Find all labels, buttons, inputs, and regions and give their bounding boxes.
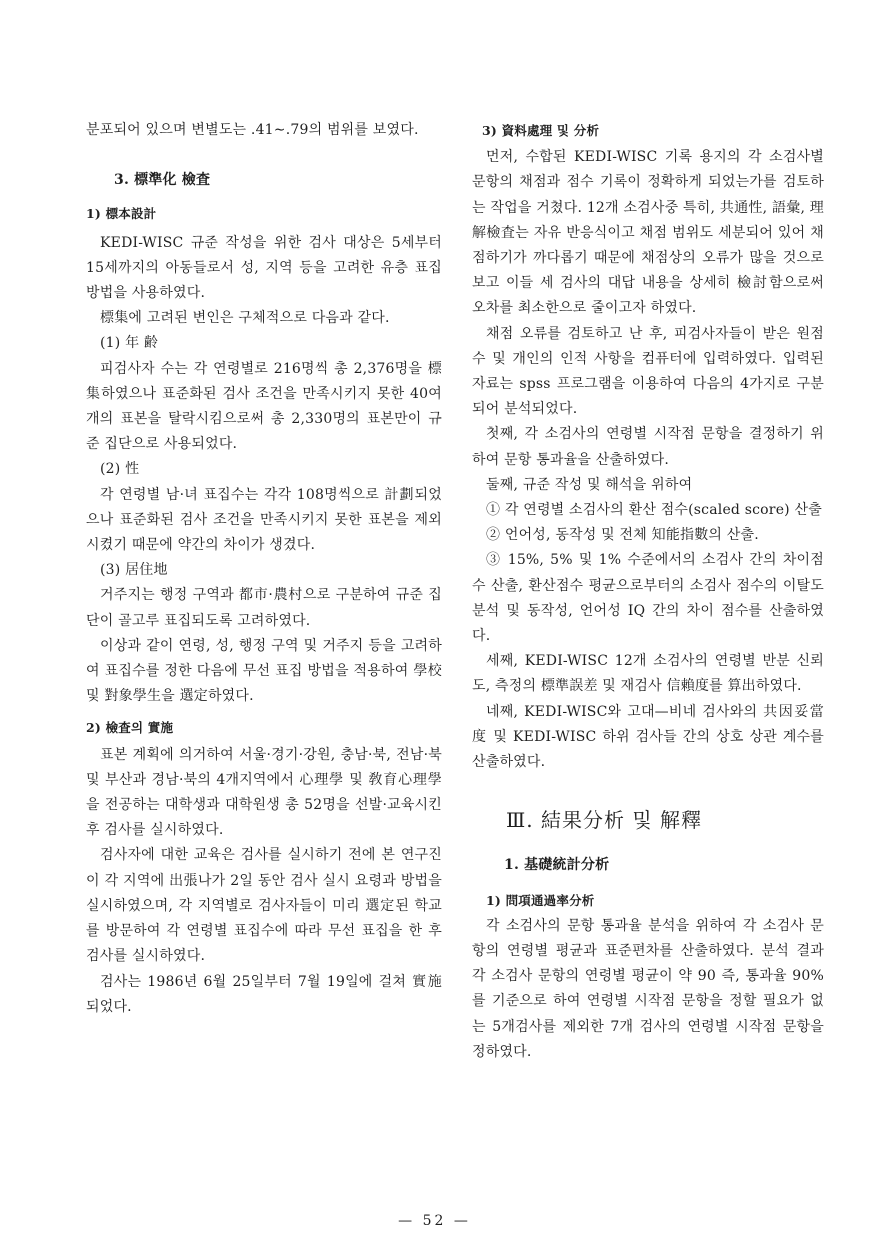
list-item-heading: (3) 居住地: [100, 562, 168, 579]
page-number: — 52 —: [398, 1213, 471, 1229]
list-item-heading: (2) 性: [100, 461, 140, 478]
paragraph: 검사는 1986년 6월 25일부터 7월 19일에 걸쳐 實施되었다.: [86, 973, 442, 1015]
right-column: [472, 118, 824, 1065]
paragraph: 각 연령별 남·녀 표집수는 각각 108명씩으로 計劃되었으나 표준화된 검사 조건을 만족시키지 못한 표본을 제외시켰기 때문에 약간의 차이가 생겼다.: [86, 486, 442, 554]
paragraph: 거주지는 행정 구역과 都市·農村으로 구분하여 규준 집단이 골고루 표집되도록 고려하였다.: [86, 587, 442, 629]
section-heading: 1. 基礎統計分析: [504, 857, 610, 874]
paragraph: 標集에 고려된 변인은 구체적으로 다음과 같다.: [100, 310, 390, 327]
paragraph: 채점 오류를 검토하고 난 후, 피검사자들이 받은 원점수 및 개인의 인적 사항을 컴퓨터에 입력하였다. 입력된 자료는 spss 프로그램을 이용하여 다음의 4가지로 구분되어 분석되었다.: [472, 325, 824, 418]
paragraph: 분포되어 있으며 변별도는 .41∼.79의 범위를 보였다.: [86, 122, 419, 138]
paragraph: 세째, KEDI-WISC 12개 소검사의 연령별 반분 신뢰도, 측정의 標準誤差 및 재검사 信賴度를 算出하였다.: [472, 653, 824, 695]
list-item: ③ 15%, 5% 및 1% 수준에서의 소검사 간의 차이점수 산출, 환산점수 평균으로부터의 소검사 점수의 이탈도 분석 및 동작성, 언어성 IQ 간의 차이 점수를 산출하였다.: [472, 552, 824, 645]
paragraph: 각 소검사의 문항 통과율 분석을 위하여 각 소검사 문항의 연령별 평균과 표준편차를 산출하였다. 분석 결과 각 소검사 문항의 연령별 평균이 약 90 즉, 통과율 90%를 기준으로 하여 연령별 시작점 문항을 정할 필요가 없는 5개검사를 제외한 7개 검사의 연령별 시작점 문항을 정하였다.: [472, 917, 824, 1060]
paragraph: 네째, KEDI-WISC와 고대—비네 검사와의 共因妥當度 및 KEDI-WISC 하위 검사들 간의 상호 상관 계수를 산출하였다.: [472, 703, 824, 771]
subsection-heading: 3) 資料處理 및 分析: [482, 123, 600, 138]
paragraph: 첫째, 각 소검사의 연령별 시작점 문항을 결정하기 위하여 문항 통과율을 산출하였다.: [472, 426, 824, 468]
paragraph: 표본 계획에 의거하여 서울·경기·강원, 충남·북, 전남·북 및 부산과 경남·북의 4개지역에서 心理學 및 敎育心理學을 전공하는 대학생과 대학원생 총 52명을 선발·교육시킨 후 검사를 실시하였다.: [86, 746, 442, 839]
subsection-heading: 1) 問項通過率分析: [486, 893, 595, 909]
subsection-heading: 2) 檢査의 實施: [86, 720, 174, 736]
paragraph: 검사자에 대한 교육은 검사를 실시하기 전에 본 연구진이 각 지역에 出張나가 2일 동안 검사 실시 요령과 방법을 실시하였으며, 각 지역별로 검사자들이 미리 選定된 학교를 방문하여 각 연령별 표집수에 따라 무선 표집을 한 후 검사를 실시하였다.: [86, 847, 442, 965]
paragraph: 둘째, 규준 작성 및 해석을 위하여: [486, 476, 693, 493]
list-item-heading: (1) 年 齢: [100, 335, 159, 352]
paragraph: 이상과 같이 연령, 성, 행정 구역 및 거주지 등을 고려하여 표집수를 정한 다음에 무선 표집 방법을 적용하여 學校 및 對象學生을 選定하였다.: [86, 637, 442, 705]
list-item: ② 언어성, 동작성 및 전체 知能指數의 산출.: [486, 527, 759, 544]
chapter-heading: Ⅲ. 結果分析 및 解釋: [506, 808, 703, 833]
subsection-heading: 1) 標本設計: [86, 206, 157, 222]
paragraph: 피검사자 수는 각 연령별로 216명씩 총 2,376명을 標集하였으나 표준화된 검사 조건을 만족시키지 못한 40여 개의 표본을 탈락시킴으로써 총 2,330명의 표본만이 규준 집단으로 사용되었다.: [86, 360, 442, 453]
left-column: [86, 118, 442, 1020]
section-heading: 3. 標準化 檢査: [114, 172, 211, 189]
paragraph: KEDI-WISC 규준 작성을 위한 검사 대상은 5세부터 15세까지의 아동들로서 성, 지역 등을 고려한 유층 표집 방법을 사용하였다.: [86, 234, 442, 302]
list-item: ① 각 연령별 소검사의 환산 점수(scaled score) 산출: [486, 502, 822, 519]
paragraph: 먼저, 수합된 KEDI-WISC 기록 용지의 각 소검사별 문항의 채점과 점수 기록이 정확하게 되었는가를 검토하는 작업을 거쳤다. 12개 소검사중 특히, 共通性, 語彙, 理解檢査는 자유 반응식이고 채점 범위도 세분되어 있어 채점하기가 까다롭기 때문에 채점상의 오류가 많을 것으로 보고 이들 세 검사의 대답 내용을 상세히 檢討함으로써 오차를 최소한으로 줄이고자 하였다.: [472, 149, 824, 317]
